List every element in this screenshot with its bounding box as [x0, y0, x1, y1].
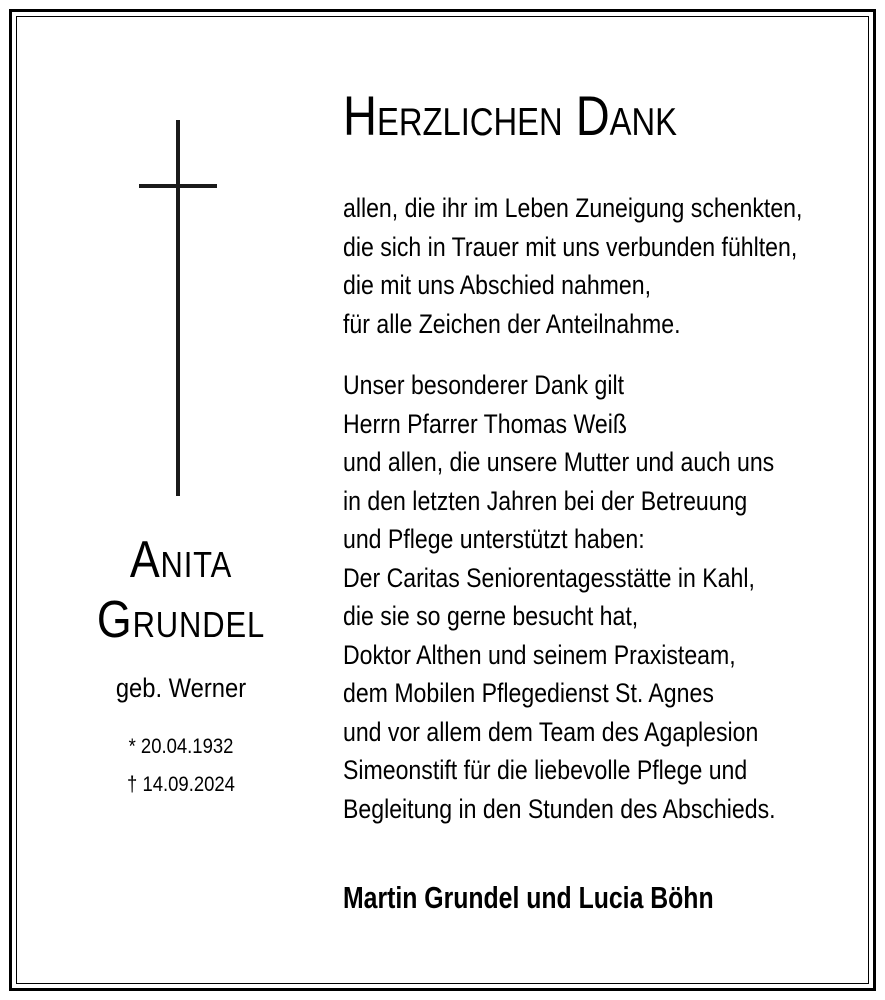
- text-line: Der Caritas Seniorentagesstätte in Kahl,: [343, 562, 755, 593]
- text-line: die mit uns Abschied nahmen,: [343, 270, 651, 300]
- life-dates: [57, 728, 305, 804]
- cross-icon: [137, 120, 219, 496]
- text-line: allen, die ihr im Leben Zuneigung schenkten,: [343, 193, 803, 223]
- deceased-last-name: Grundel: [96, 591, 266, 649]
- thanks-paragraph-1: [343, 189, 802, 343]
- text-line: dem Mobilen Pflegedienst St. Agnes: [343, 678, 714, 708]
- text-line: die sich in Trauer mit uns verbunden fühlten,: [343, 231, 798, 262]
- text-line: die sie so gerne besucht hat,: [343, 601, 639, 631]
- deceased-first-name: Anita: [129, 531, 233, 589]
- thanks-paragraph-2: [343, 366, 776, 828]
- cross-vertical-bar: [176, 120, 180, 496]
- text-line: Unser besonderer Dank gilt: [343, 370, 625, 400]
- death-date: † 14.09.2024: [127, 773, 235, 796]
- birth-date: * 20.04.1932: [128, 735, 234, 758]
- text-line: Begleitung in den Stunden des Abschieds.: [343, 793, 776, 824]
- text-line: und Pflege unterstützt haben:: [343, 524, 645, 554]
- signature: Martin Grundel und Lucia Böhn: [343, 880, 714, 915]
- deceased-info: [40, 530, 322, 804]
- birth-name: geb. Werner: [115, 673, 247, 703]
- text-line: und allen, die unsere Mutter und auch uns: [343, 447, 775, 477]
- text-line: und vor allem dem Team des Agaplesion: [343, 716, 759, 747]
- text-line: in den letzten Jahren bei der Betreuung: [343, 485, 748, 516]
- text-line: Doktor Althen und seinem Praxisteam,: [343, 639, 736, 670]
- text-line: Simeonstift für die liebevolle Pflege und: [343, 755, 748, 785]
- text-line: Herrn Pfarrer Thomas Weiß: [343, 408, 627, 439]
- page-title: Herzlichen Dank: [343, 84, 678, 147]
- cross-horizontal-bar: [139, 184, 217, 188]
- text-line: für alle Zeichen der Anteilnahme.: [343, 308, 681, 339]
